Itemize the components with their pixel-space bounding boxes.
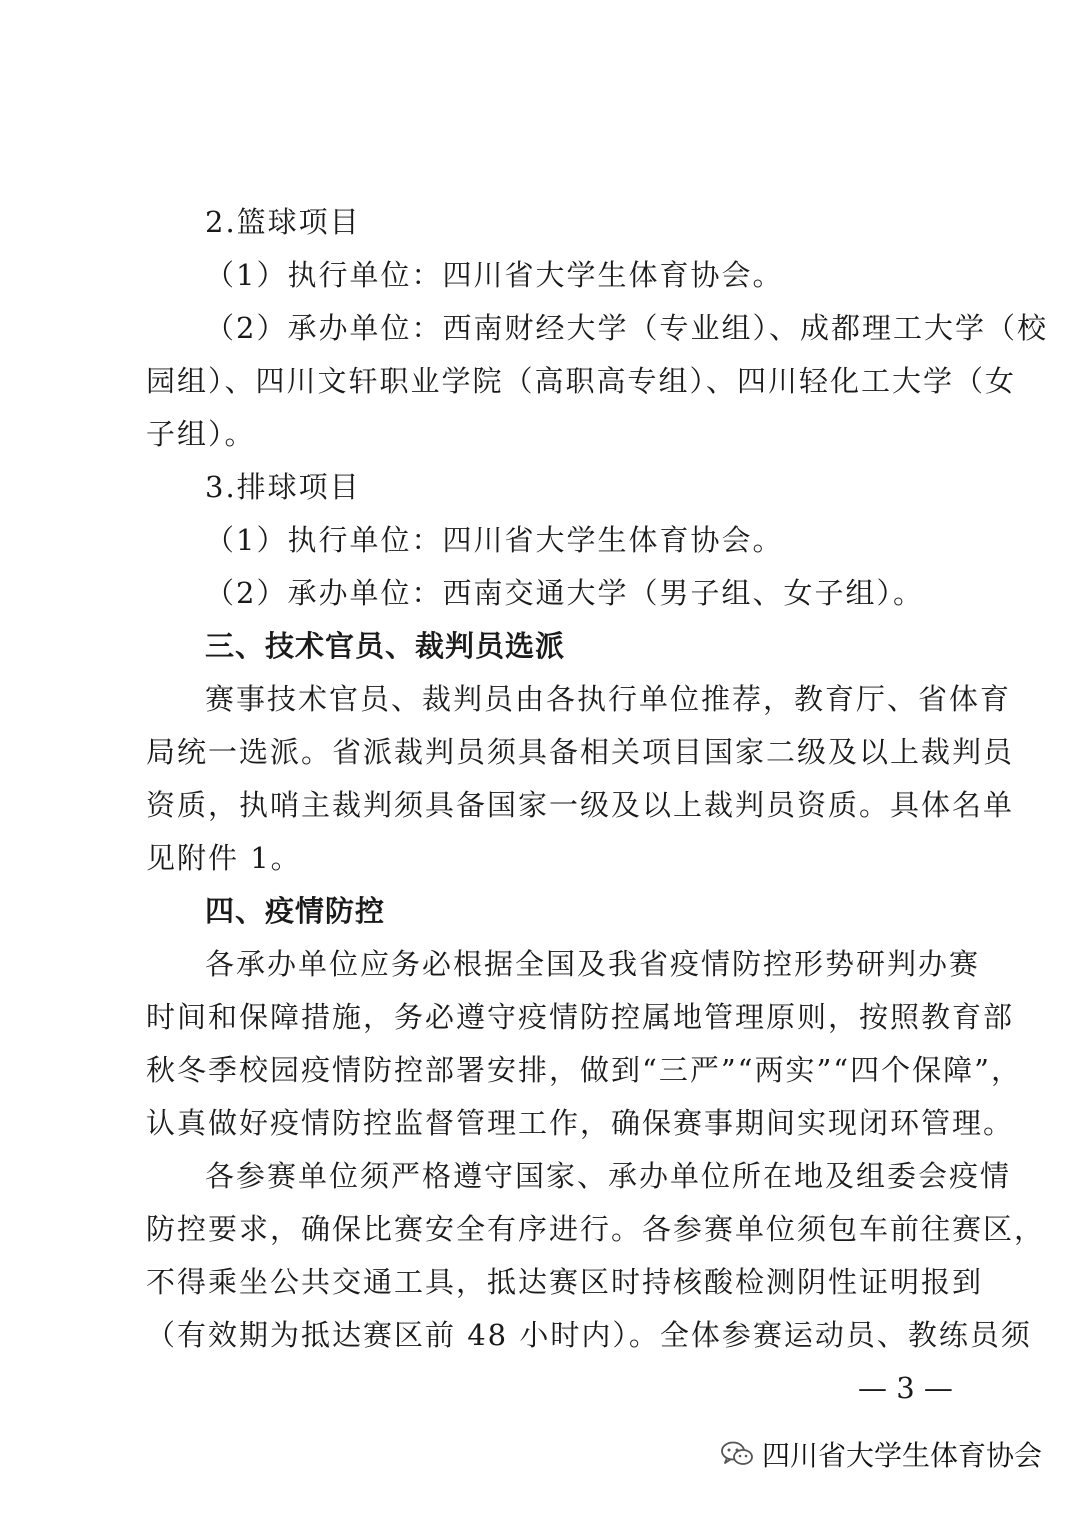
text-line: 防控要求，确保比赛安全有序进行。各参赛单位须包车前往赛区， <box>146 1212 1046 1246</box>
section-heading: 四、疫情防控 <box>205 894 386 928</box>
text-line: （有效期为抵达赛区前 48 小时内）。全体参赛运动员、教练员须 <box>146 1318 1032 1352</box>
text-line: 3.排球项目 <box>205 470 361 504</box>
section-heading: 三、技术官员、裁判员选派 <box>205 629 566 663</box>
page-number: — 3 — <box>858 1371 953 1405</box>
text-line: （1）执行单位：四川省大学生体育协会。 <box>205 258 784 292</box>
text-line: （1）执行单位：四川省大学生体育协会。 <box>205 523 784 557</box>
wechat-watermark <box>720 1437 1042 1471</box>
text-line: 子组）。 <box>146 417 256 451</box>
wechat-icon <box>720 1440 754 1468</box>
text-line: 认真做好疫情防控监督管理工作，确保赛事期间实现闭环管理。 <box>146 1106 1015 1140</box>
text-line: 见附件 1。 <box>146 841 302 875</box>
text-line: （2）承办单位：西南交通大学（男子组、女子组）。 <box>205 576 924 610</box>
text-line: （2）承办单位：西南财经大学（专业组）、成都理工大学（校 <box>205 311 1048 345</box>
text-line: 时间和保障措施，务必遵守疫情防控属地管理原则，按照教育部 <box>146 1000 1015 1034</box>
watermark-text: 四川省大学生体育协会 <box>762 1439 1043 1472</box>
text-line: 局统一选派。省派裁判员须具备相关项目国家二级及以上裁判员 <box>146 735 1015 769</box>
text-line: 各参赛单位须严格遵守国家、承办单位所在地及组委会疫情 <box>205 1159 1012 1193</box>
text-line: 园组）、四川文轩职业学院（高职高专组）、四川轻化工大学（女 <box>146 364 1017 398</box>
text-line: 秋冬季校园疫情防控部署安排，做到“三严”“两实”“四个保障”， <box>146 1053 1022 1087</box>
text-line: 各承办单位应务必根据全国及我省疫情防控形势研判办赛 <box>205 947 981 981</box>
text-line: 2.篮球项目 <box>205 205 361 239</box>
text-line: 赛事技术官员、裁判员由各执行单位推荐，教育厅、省体育 <box>205 682 1012 716</box>
text-line: 不得乘坐公共交通工具，抵达赛区时持核酸检测阴性证明报到 <box>146 1265 984 1299</box>
text-line: 资质，执哨主裁判须具备国家一级及以上裁判员资质。具体名单 <box>146 788 1015 822</box>
